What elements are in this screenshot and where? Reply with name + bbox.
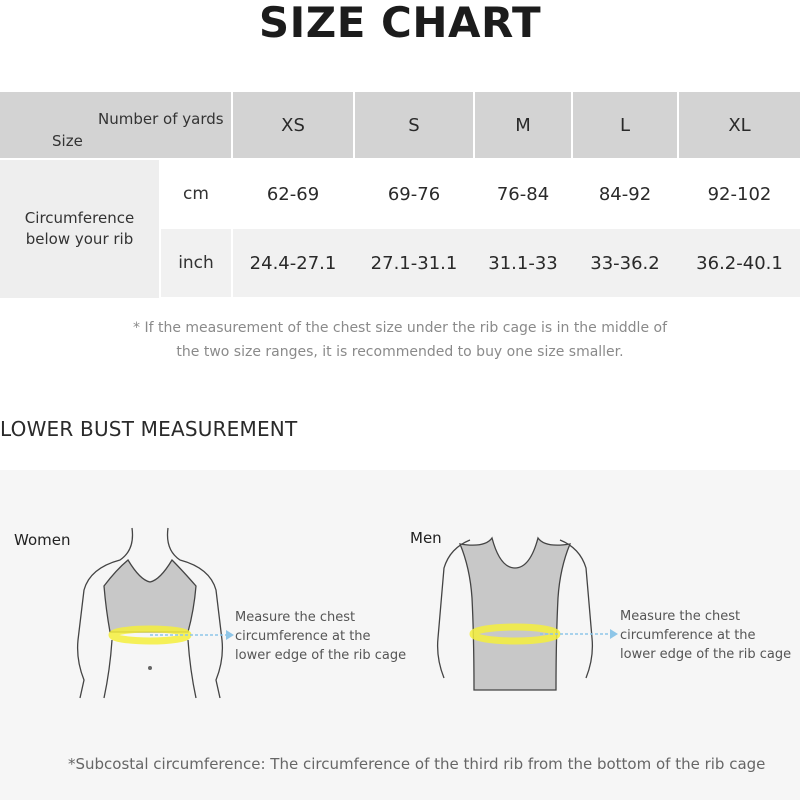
cell-inch-xs: 24.4-27.1 bbox=[249, 252, 337, 274]
row-label-rib-circumference: Circumference below your rib bbox=[0, 160, 159, 298]
cell-cm-m: 76-84 bbox=[496, 183, 550, 205]
cell-inch-xl: 36.2-40.1 bbox=[696, 252, 783, 274]
page-title: SIZE CHART bbox=[258, 0, 542, 47]
corner-label-size: Size bbox=[52, 132, 83, 150]
subcostal-footnote: *Subcostal circumference: The circumference of the third rib from the bottom of the rib cage bbox=[68, 755, 766, 773]
table-row-inch bbox=[233, 229, 800, 297]
table-corner-header bbox=[0, 92, 231, 158]
men-back-figure-icon bbox=[430, 528, 600, 698]
section-title: LOWER BUST MEASUREMENT bbox=[0, 417, 298, 441]
cell-cm-l: 84-92 bbox=[598, 183, 652, 205]
cell-inch-s: 27.1-31.1 bbox=[370, 252, 458, 274]
cell-inch-m: 31.1-33 bbox=[488, 252, 558, 274]
women-instruction: Measure the chest circumference at the lower edge of the rib cage bbox=[235, 610, 407, 663]
women-label: Women bbox=[14, 531, 71, 549]
cell-inch-l: 33-36.2 bbox=[590, 252, 660, 274]
size-table bbox=[0, 92, 800, 298]
cell-cm-s: 69-76 bbox=[387, 183, 441, 205]
size-header-xs: XS bbox=[233, 92, 353, 158]
sizing-note bbox=[100, 316, 700, 364]
men-instruction: Measure the chest circumference at the lower edge of the rib cage bbox=[620, 609, 792, 662]
size-header-l: L bbox=[573, 92, 677, 158]
size-header-m: M bbox=[475, 92, 571, 158]
men-label: Men bbox=[410, 529, 442, 547]
cell-cm-xs: 62-69 bbox=[266, 183, 320, 205]
sizing-note-line-1: * If the measurement of the chest size under the rib cage is in the middle of bbox=[133, 320, 667, 336]
men-arrow-icon bbox=[540, 627, 618, 641]
size-header-s: S bbox=[355, 92, 473, 158]
measurement-diagram bbox=[0, 470, 800, 800]
cell-cm-xl: 92-102 bbox=[707, 183, 772, 205]
sizing-note-line-2: the two size ranges, it is recommended to buy one size smaller. bbox=[176, 344, 624, 360]
size-header-xl: XL bbox=[679, 92, 800, 158]
unit-inch: inch bbox=[161, 229, 231, 297]
table-row-cm bbox=[233, 160, 800, 228]
unit-cm: cm bbox=[161, 160, 231, 228]
women-arrow-icon bbox=[150, 628, 234, 642]
women-back-figure-icon bbox=[60, 520, 240, 700]
corner-label-yards: Number of yards bbox=[98, 110, 224, 128]
